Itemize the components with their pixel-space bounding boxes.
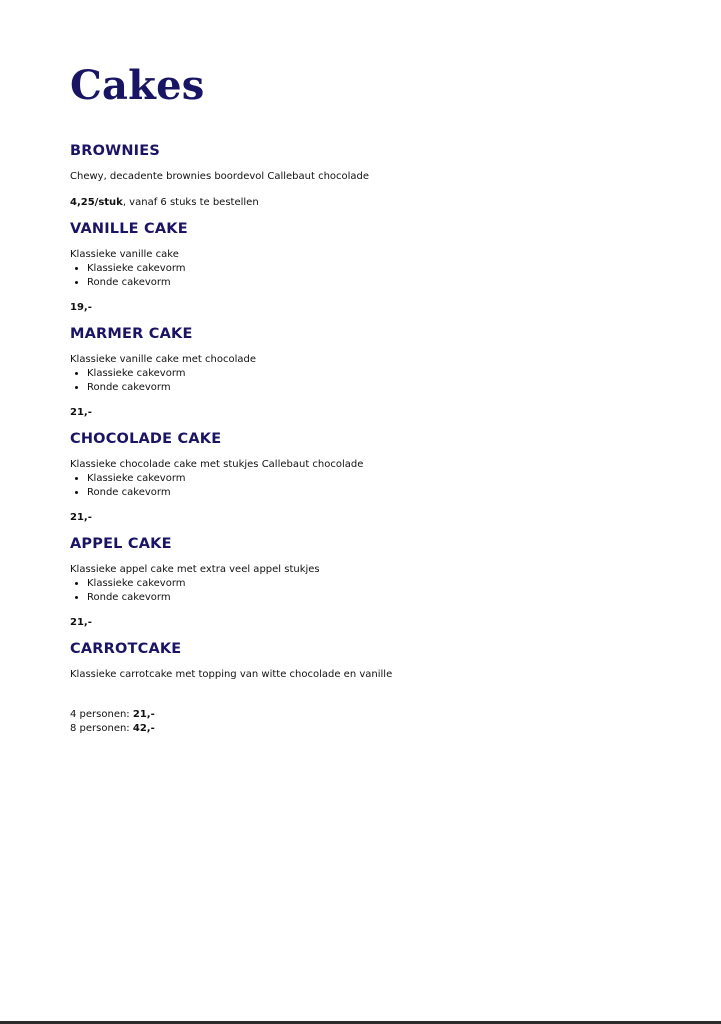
price-label: 8 personen: xyxy=(70,723,133,734)
list-item: • Ronde cakevorm xyxy=(87,486,670,500)
variant-list xyxy=(70,262,670,289)
section-description: Klassieke chocolade cake met stukjes Callebaut chocolade xyxy=(70,459,364,470)
section-heading: MARMER CAKE xyxy=(70,326,193,342)
section-marmer-cake xyxy=(70,325,670,420)
section-heading: CHOCOLADE CAKE xyxy=(70,431,222,447)
section-vanille-cake xyxy=(70,220,670,315)
price-line xyxy=(70,301,670,315)
price-value: 21,- xyxy=(70,512,92,523)
price-note: , vanaf 6 stuks te bestellen xyxy=(122,197,259,208)
list-item: • Klassieke cakevorm xyxy=(87,577,670,591)
list-item: • Ronde cakevorm xyxy=(87,591,670,605)
section-carrotcake xyxy=(70,640,670,736)
section-description: Klassieke vanille cake met chocolade xyxy=(70,354,256,365)
price-line xyxy=(70,196,670,210)
section-heading: CARROTCAKE xyxy=(70,641,182,657)
price-line xyxy=(70,616,670,630)
list-item: • Ronde cakevorm xyxy=(87,276,670,290)
price-value: 4,25/stuk xyxy=(70,197,123,208)
list-item: • Klassieke cakevorm xyxy=(87,367,670,381)
section-description: Klassieke vanille cake xyxy=(70,249,179,260)
price-line xyxy=(70,722,670,736)
section-appel-cake xyxy=(70,535,670,630)
section-chocolade-cake xyxy=(70,430,670,525)
section-heading: APPEL CAKE xyxy=(70,536,172,552)
price-value: 21,- xyxy=(70,617,92,628)
section-description: Klassieke carrotcake met topping van witte chocolade en vanille xyxy=(70,669,393,680)
price-value: 21,- xyxy=(132,709,155,720)
variant-list xyxy=(70,577,670,604)
section-brownies xyxy=(70,142,670,210)
variant-list xyxy=(70,472,670,499)
price-label: 4 personen: xyxy=(70,709,133,720)
price-value: 21,- xyxy=(70,407,92,418)
list-item: • Klassieke cakevorm xyxy=(87,262,670,276)
list-item: • Klassieke cakevorm xyxy=(87,472,670,486)
page-title: Cakes xyxy=(70,62,205,109)
section-heading: VANILLE CAKE xyxy=(70,221,188,237)
section-description: Klassieke appel cake met extra veel appel stukjes xyxy=(70,564,320,575)
price-line xyxy=(70,406,670,420)
price-line xyxy=(70,511,670,525)
list-item: • Ronde cakevorm xyxy=(87,381,670,395)
price-value: 42,- xyxy=(132,723,155,734)
variant-list xyxy=(70,367,670,394)
section-description: Chewy, decadente brownies boordevol Callebaut chocolade xyxy=(70,171,370,182)
price-line xyxy=(70,708,670,722)
price-value: 19,- xyxy=(70,302,92,313)
section-heading: BROWNIES xyxy=(70,143,161,159)
